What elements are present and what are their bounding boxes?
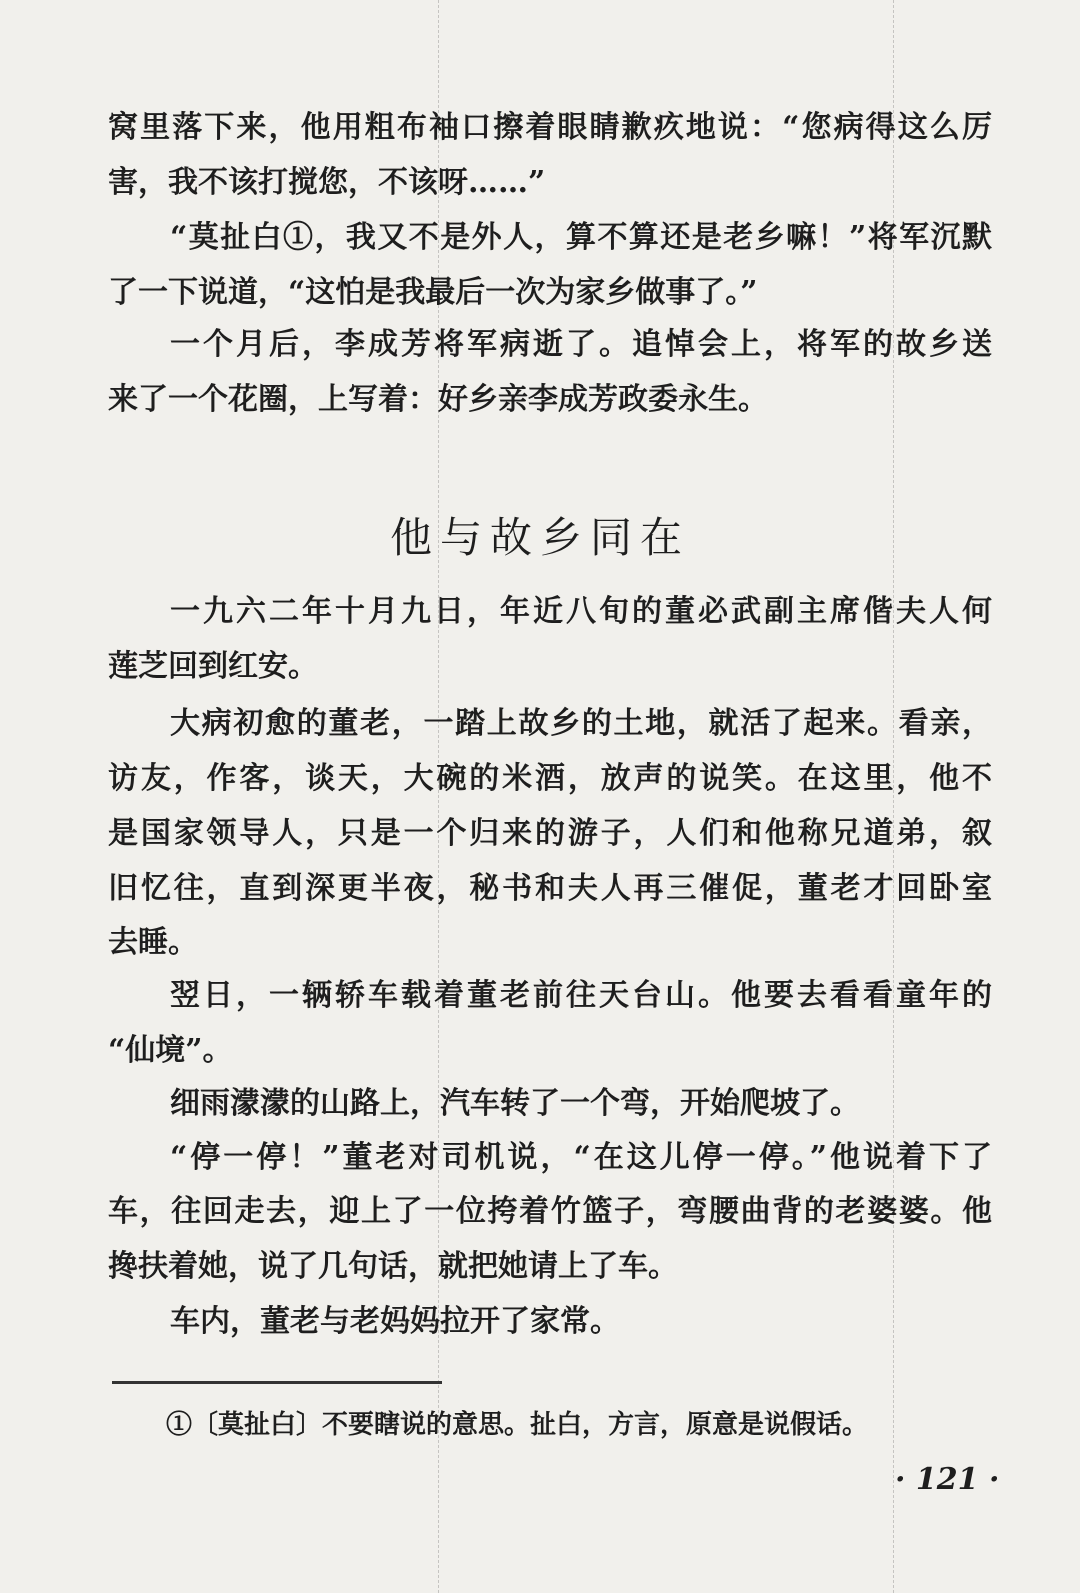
text-line: 是国家领导人，只是一个归来的游子，人们和他称兄道弟，叙: [108, 816, 992, 851]
text-line: 旧忆往，直到深更半夜，秘书和夫人再三催促，董老才回卧室: [108, 871, 992, 906]
text-line: “停一停！”董老对司机说，“在这儿停一停。”他说着下了: [170, 1140, 992, 1175]
text-line: 细雨濛濛的山路上，汽车转了一个弯，开始爬坡了。: [170, 1086, 860, 1121]
text-line: “仙境”。: [108, 1033, 233, 1068]
text-line: 翌日，一辆轿车载着董老前往天台山。他要去看看童年的: [170, 978, 992, 1013]
text-line: 了一下说道，“这怕是我最后一次为家乡做事了。”: [108, 275, 758, 310]
footnote-divider: [112, 1381, 442, 1384]
text-line: 车内，董老与老妈妈拉开了家常。: [170, 1304, 620, 1339]
text-line: “莫扯白①，我又不是外人，算不算还是老乡嘛！”将军沉默: [170, 220, 992, 255]
text-line: 一个月后，李成芳将军病逝了。追悼会上，将军的故乡送: [170, 327, 992, 362]
text-line: 来了一个花圈，上写着：好乡亲李成芳政委永生。: [108, 382, 768, 417]
text-line: 一九六二年十月九日，年近八旬的董必武副主席偕夫人何: [170, 594, 992, 629]
text-line: 车，往回走去，迎上了一位挎着竹篮子，弯腰曲背的老婆婆。他: [108, 1194, 992, 1229]
text-line: 访友，作客，谈天，大碗的米酒，放声的说笑。在这里，他不: [108, 761, 992, 796]
text-line: 窝里落下来，他用粗布袖口擦着眼睛歉疚地说：“您病得这么厉: [108, 110, 992, 145]
text-line: 大病初愈的董老，一踏上故乡的土地，就活了起来。看亲，: [170, 706, 992, 741]
section-title: 他与故乡同在: [389, 513, 690, 562]
page-number: · 121 ·: [895, 1462, 1000, 1497]
text-line: 害，我不该打搅您，不该呀……”: [108, 165, 546, 200]
text-line: 莲芝回到红安。: [108, 649, 318, 684]
text-line: 搀扶着她，说了几句话，就把她请上了车。: [108, 1249, 678, 1284]
footnote: ①〔莫扯白〕不要瞎说的意思。扯白，方言，原意是说假话。: [166, 1410, 869, 1440]
text-line: 去睡。: [108, 925, 198, 960]
